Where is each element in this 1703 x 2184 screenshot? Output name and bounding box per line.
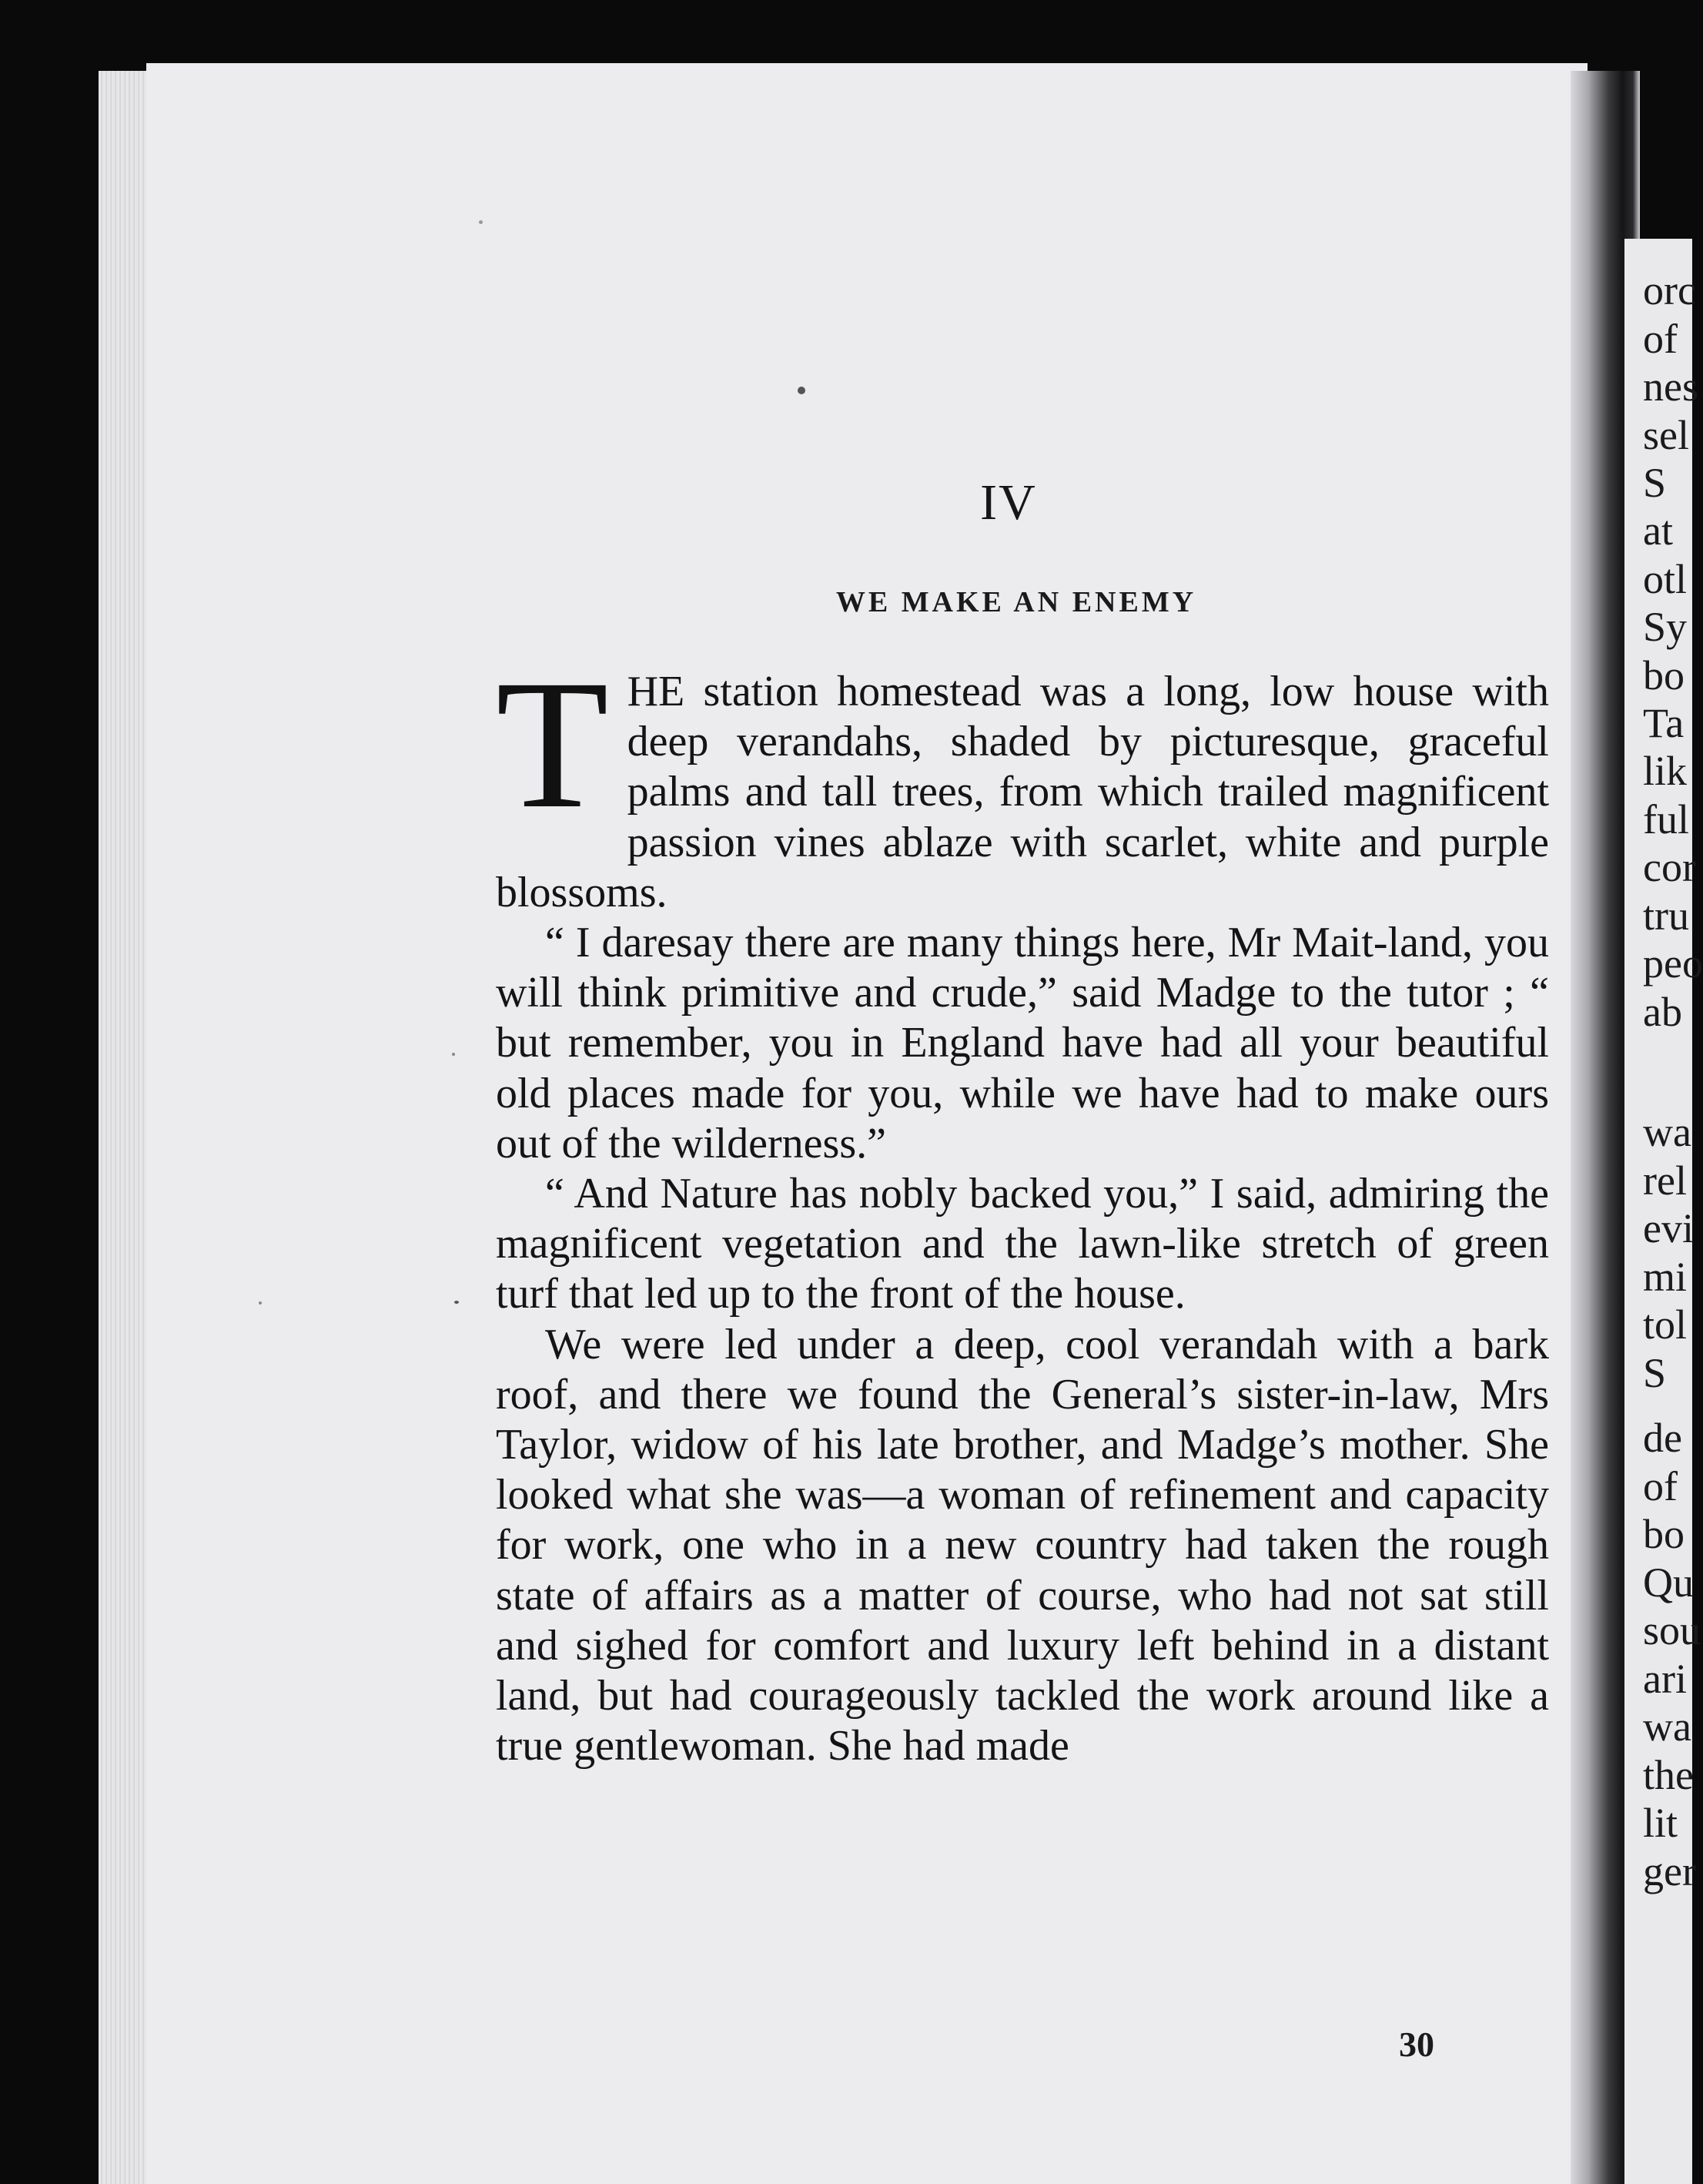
facing-page-line: S	[1643, 1350, 1667, 1396]
facing-page-line: the	[1643, 1752, 1694, 1798]
paragraph	[496, 641, 1549, 918]
facing-page-line: rel	[1643, 1157, 1687, 1204]
facing-page-line: sou	[1643, 1607, 1701, 1653]
facing-page-line: of	[1643, 316, 1678, 362]
scan-speck	[479, 220, 483, 224]
facing-page-line: evi	[1643, 1205, 1694, 1251]
scan-speck	[454, 1301, 459, 1304]
page-stack-edges	[99, 71, 152, 2184]
paragraph-text: HE station homestead was a long, low house with deep verandahs, shaded by picturesque, graceful palms and tall trees, from which trailed magnificent passion vines ablaze with scarlet, white and purple blossoms.	[496, 668, 1549, 916]
facing-page-line: cor	[1643, 844, 1696, 890]
paragraph: “ I daresay there are many things here, Mr Mait-land, you will think primitive and crude,” said Madge to the tutor ; “ but remember, you in England have had all your beautiful old places made for you, while we have had to make ours out of the wilderness.”	[496, 919, 1549, 1167]
facing-page-line: wa	[1643, 1703, 1691, 1750]
facing-page-line: tru	[1643, 893, 1689, 939]
facing-page-line: Ta	[1643, 700, 1685, 746]
facing-page-line: Qu	[1643, 1559, 1694, 1606]
facing-page-line: otl	[1643, 556, 1688, 602]
chapter-title: WE MAKE AN ENEMY	[835, 586, 1197, 618]
facing-page-line: sel	[1643, 412, 1689, 458]
chapter-number: IV	[980, 474, 1037, 531]
paragraph: We were led under a deep, cool verandah with a bark roof, and there we found the General’s sister-in-law, Mrs Taylor, widow of his late brother, and Madge’s mother. She looked what she was—a woman of refinement and capacity for work, one who in a new country had taken the rough state of affairs as a matter of course, who had not sat still and sighed for comfort and luxury left behind in a distant land, but had courageously tackled the work around like a true gentlewoman. She had made	[496, 1320, 1549, 1770]
facing-page-line: at	[1643, 507, 1673, 554]
facing-page-line: bo	[1643, 1511, 1685, 1557]
facing-page-line: ger	[1643, 1848, 1696, 1894]
facing-page-line: ab	[1643, 989, 1682, 1035]
facing-page-line: S	[1643, 460, 1667, 506]
facing-page-line: peo	[1643, 940, 1703, 986]
facing-page-line: Sy	[1643, 604, 1688, 650]
facing-page-line: lit	[1643, 1800, 1678, 1846]
facing-page-line: tol	[1643, 1301, 1688, 1348]
facing-page-line: wa	[1643, 1109, 1691, 1155]
facing-page-line: lik	[1643, 748, 1688, 794]
scan-speck	[798, 387, 805, 394]
facing-page-line: bo	[1643, 652, 1685, 698]
scan-speck	[259, 1301, 262, 1305]
facing-page-line: nes	[1643, 363, 1698, 410]
facing-page-line: mi	[1643, 1254, 1688, 1300]
facing-page	[1624, 239, 1703, 2184]
facing-page-line: de	[1643, 1415, 1682, 1461]
facing-page-line: ful	[1643, 796, 1689, 842]
body-text	[496, 641, 1549, 1771]
facing-page-line: ari	[1643, 1656, 1687, 1702]
page-number: 30	[1399, 2025, 1434, 2064]
facing-page-line: orc	[1643, 267, 1696, 313]
scan-speck	[452, 1053, 455, 1056]
facing-page-line: of	[1643, 1463, 1678, 1509]
drop-cap: T	[496, 641, 609, 846]
paragraph: “ And Nature has nobly backed you,” I said, admiring the magnificent vegetation and the lawn-like stretch of green turf that led up to the front of the house.	[496, 1170, 1549, 1318]
